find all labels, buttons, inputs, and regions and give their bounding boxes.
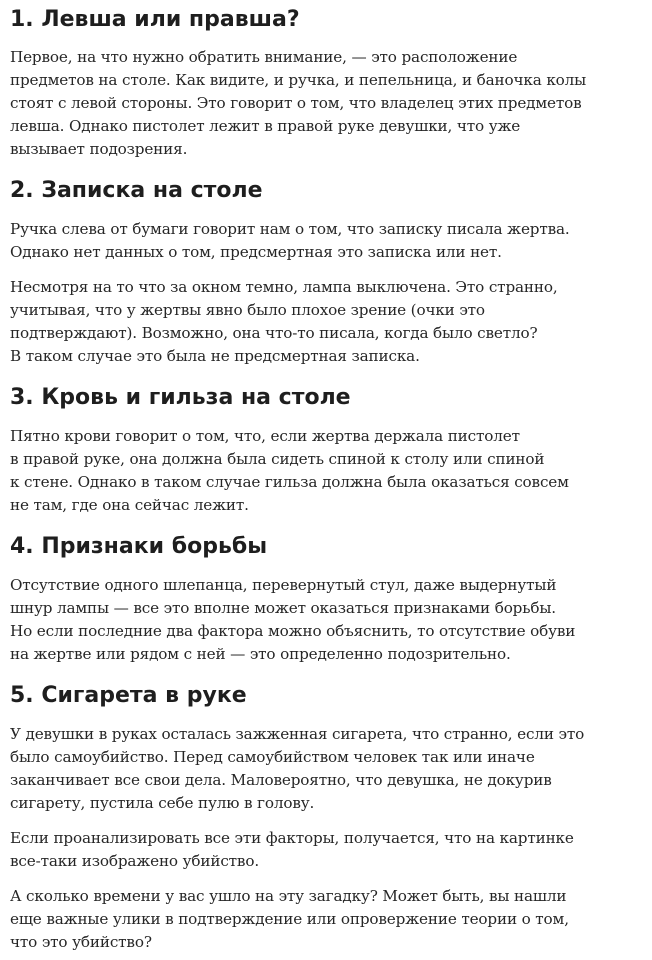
text-line: Пятно крови говорит о том, что, если жертва держала пистолет — [10, 427, 520, 445]
paragraph — [10, 827, 646, 873]
text-line: стоят с левой стороны. Это говорит о том, что владелец этих предметов — [10, 94, 582, 112]
section-title: 5. Сигарета в руке — [10, 683, 247, 708]
text-line: вызывает подозрения. — [10, 140, 188, 158]
text-line: сигарету, пустила себе пулю в голову. — [10, 794, 315, 812]
section-title: 1. Левша или правша? — [10, 7, 300, 32]
text-line: заканчивает все свои дела. Маловероятно, что девушка, не докурив — [10, 771, 552, 789]
text-line: Ручка слева от бумаги говорит нам о том, что записку писала жертва. — [10, 220, 570, 238]
text-line: У девушки в руках осталась зажженная сигарета, что странно, если это — [10, 725, 585, 743]
paragraph — [10, 276, 646, 368]
text-line: учитывая, что у жертвы явно было плохое зрение (очки это — [10, 301, 485, 319]
text-line: Если проанализировать все эти факторы, получается, что на картинке — [10, 829, 574, 847]
text-line: Отсутствие одного шлепанца, перевернутый стул, даже выдернутый — [10, 576, 557, 594]
text-line: на жертве или рядом с ней — это определенно подозрительно. — [10, 645, 511, 663]
text-line: в правой руке, она должна была сидеть спиной к столу или спиной — [10, 450, 545, 468]
text-line: не там, где она сейчас лежит. — [10, 496, 249, 514]
text-line: Но если последние два фактора можно объяснить, то отсутствие обуви — [10, 622, 576, 640]
paragraph — [10, 574, 646, 666]
text-line: А сколько времени у вас ушло на эту загадку? Может быть, вы нашли — [10, 887, 567, 905]
text-line: предметов на столе. Как видите, и ручка, и пепельница, и баночка колы — [10, 71, 587, 89]
text-line: еще важные улики в подтверждение или опровержение теории о том, — [10, 910, 569, 928]
text-line: Несмотря на то что за окном темно, лампа выключена. Это странно, — [10, 278, 558, 296]
paragraph — [10, 723, 646, 815]
text-line: В таком случае это была не предсмертная записка. — [10, 347, 420, 365]
paragraph — [10, 46, 646, 161]
text-line: что это убийство? — [10, 933, 152, 951]
section-title: 4. Признаки борьбы — [10, 534, 268, 559]
paragraph — [10, 885, 646, 954]
text-line: все-таки изображено убийство. — [10, 852, 260, 870]
text-line: к стене. Однако в таком случае гильза должна была оказаться совсем — [10, 473, 569, 491]
text-line: Первое, на что нужно обратить внимание, — это расположение — [10, 48, 518, 66]
text-line: было самоубийство. Перед самоубийством человек так или иначе — [10, 748, 535, 766]
text-line: левша. Однако пистолет лежит в правой руке девушки, что уже — [10, 117, 521, 135]
section-title: 3. Кровь и гильза на столе — [10, 385, 351, 410]
article — [10, 0, 646, 954]
section-title: 2. Записка на столе — [10, 178, 263, 203]
text-line: подтверждают). Возможно, она что-то писала, когда было светло? — [10, 324, 538, 342]
text-line: шнур лампы — все это вполне может оказаться признаками борьбы. — [10, 599, 556, 617]
paragraph — [10, 425, 646, 517]
paragraph — [10, 218, 646, 264]
text-line: Однако нет данных о том, предсмертная это записка или нет. — [10, 243, 502, 261]
